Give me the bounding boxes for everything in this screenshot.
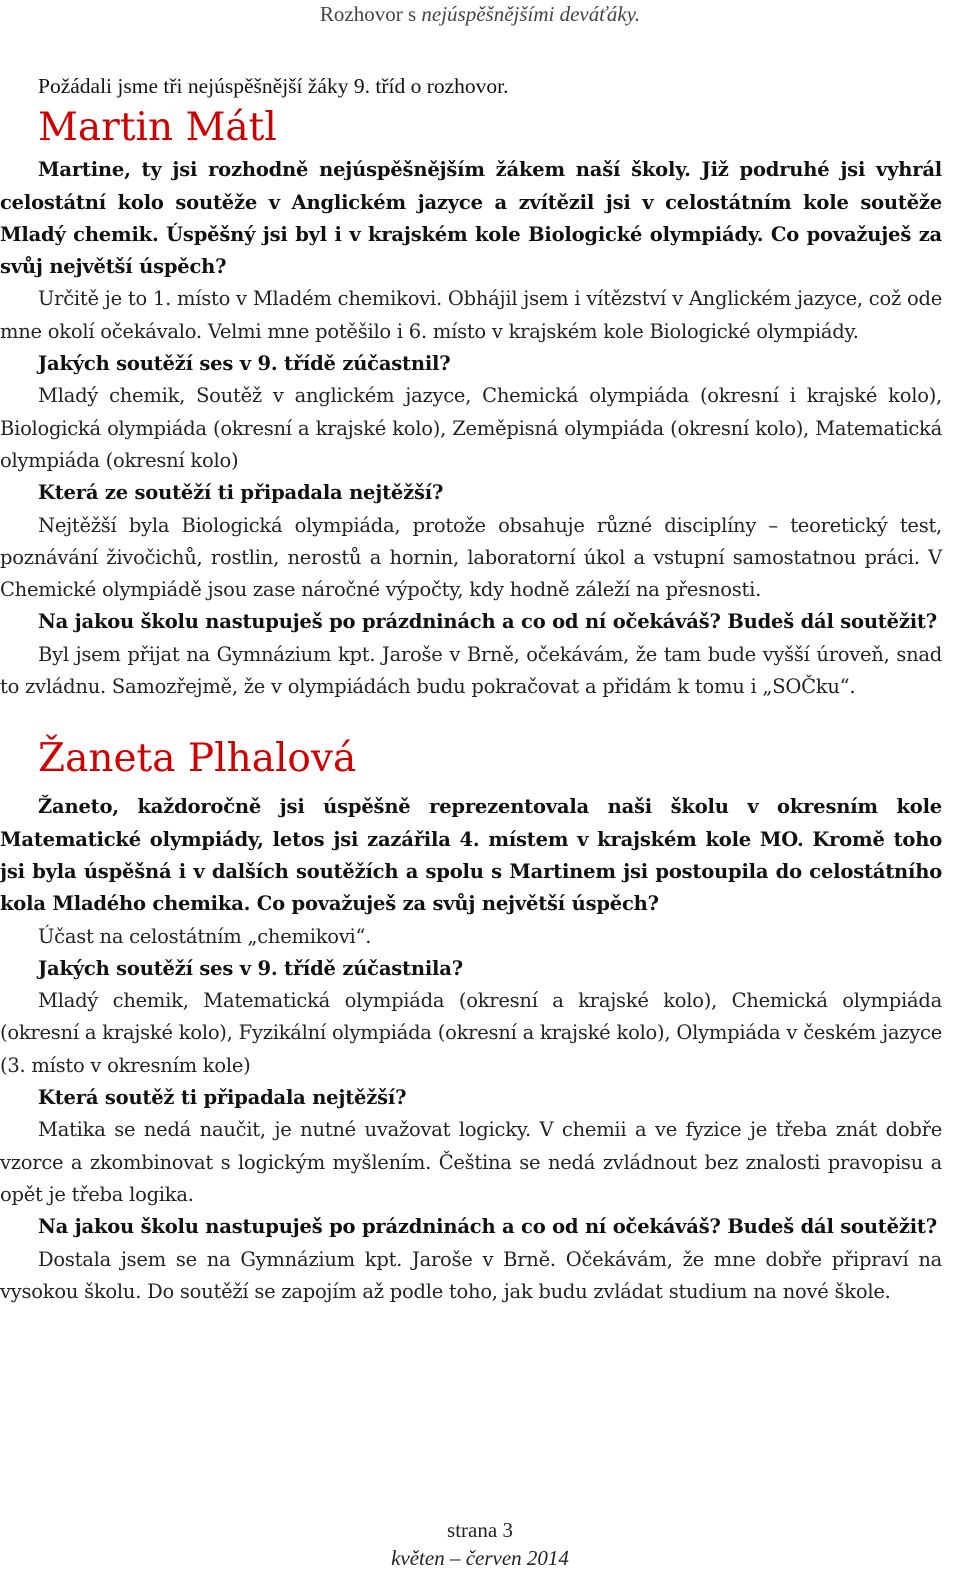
page-header <box>0 2 960 27</box>
question: Na jakou školu nastupuješ po prázdninách a co od ní očekáváš? Budeš dál soutěžit? <box>38 1215 937 1239</box>
article-body <box>0 70 960 1308</box>
question: Která ze soutěží ti připadala nejtěžší? <box>38 481 444 505</box>
answer: Nejtěžší byla Biologická olympiáda, protože obsahuje různé disciplíny – teoretický test, poznávání živočichů, rostlin, nerostů a hornin, laboratorní úkol a vstupní samostatnou práci. V Chemické olympiádě jsou zase náročné výpočty, kdy hodně záleží na přesnosti. <box>0 513 942 602</box>
header-prefix: Rozhovor s <box>319 2 417 26</box>
interviewee-name: Žaneta Plhalová <box>38 736 357 782</box>
question: Jakých soutěží ses v 9. třídě zúčastnil? <box>38 352 451 376</box>
question: Která soutěž ti připadala nejtěžší? <box>38 1086 407 1110</box>
interview-zaneta <box>0 733 942 1308</box>
question: Martine, ty jsi rozhodně nejúspěšnějším žákem naší školy. Již podruhé jsi vyhrál celostátní kolo soutěže v Anglickém jazyce a zvítězil jsi v celostátním kole soutěže Mladý chemik. Úspěšný jsi byl i v krajském kole Biologické olympiády. Co považuješ za svůj největší úspěch? <box>0 158 942 279</box>
answer: Dostala jsem se na Gymnázium kpt. Jaroše v Brně. Očekávám, že mne dobře připraví na vysokou školu. Do soutěží se zapojím až podle toho, jak budu zvládat studium na nové škole. <box>0 1247 942 1303</box>
question: Jakých soutěží ses v 9. třídě zúčastnila? <box>38 956 463 980</box>
answer: Určitě je to 1. místo v Mladém chemikovi. Obhájil jsem i vítězství v Anglickém jazyce, což ode mne okolí očekávalo. Velmi mne potěšilo i 6. místo v krajském kole Biologické olympiády. <box>0 287 942 343</box>
answer: Byl jsem přijat na Gymnázium kpt. Jaroše v Brně, očekávám, že tam bude vyšší úroveň, snad to zvládnu. Samozřejmě, že v olympiádách budu pokračovat a přidám k tomu i „SOČku“. <box>0 642 942 699</box>
header-italic: nejúspěšnějšími deváťáky. <box>421 2 641 26</box>
answer: Matika se nedá naučit, je nutné uvažovat logicky. V chemii a ve fyzice je třeba znát dobře vzorce a zkombinovat s logickým myšlením. Čeština se nedá zvládnout bez znalosti pravopisu a opět je třeba logika. <box>0 1118 942 1206</box>
intro-text: Požádali jsme tři nejúspěšnější žáky 9. tříd o rozhovor. <box>38 74 509 98</box>
answer: Účast na celostátním „chemikovi“. <box>38 924 372 948</box>
answer: Mladý chemik, Matematická olympiáda (okresní a krajské kolo), Chemická olympiáda (okresní a krajské kolo), Fyzikální olympiáda (okresní a krajské kolo), Olympiáda v českém jazyce (3. místo v okresním kole) <box>0 989 942 1077</box>
interview-martin <box>0 102 942 703</box>
question: Na jakou školu nastupuješ po prázdninách a co od ní očekáváš? Budeš dál soutěžit? <box>38 610 937 634</box>
interviewee-name: Martin Mátl <box>38 105 277 151</box>
question: Žaneto, každoročně jsi úspěšně reprezentovala naši školu v okresním kole Matematické olympiády, letos jsi zazářila 4. místem v krajském kole MO. Kromě toho jsi byla úspěšná i v dalších soutěžích a spolu s Martinem jsi postoupila do celostátního kola Mladého chemika. Co považuješ za svůj největší úspěch? <box>0 795 942 916</box>
page-number: strana 3 <box>447 1518 513 1542</box>
issue-date: květen – červen 2014 <box>391 1546 569 1570</box>
answer: Mladý chemik, Soutěž v anglickém jazyce, Chemická olympiáda (okresní i krajské kolo), Biologická olympiáda (okresní a krajské kolo), Zeměpisná olympiáda (okresní kolo), Matematická olympiáda (okresní kolo) <box>0 384 942 472</box>
